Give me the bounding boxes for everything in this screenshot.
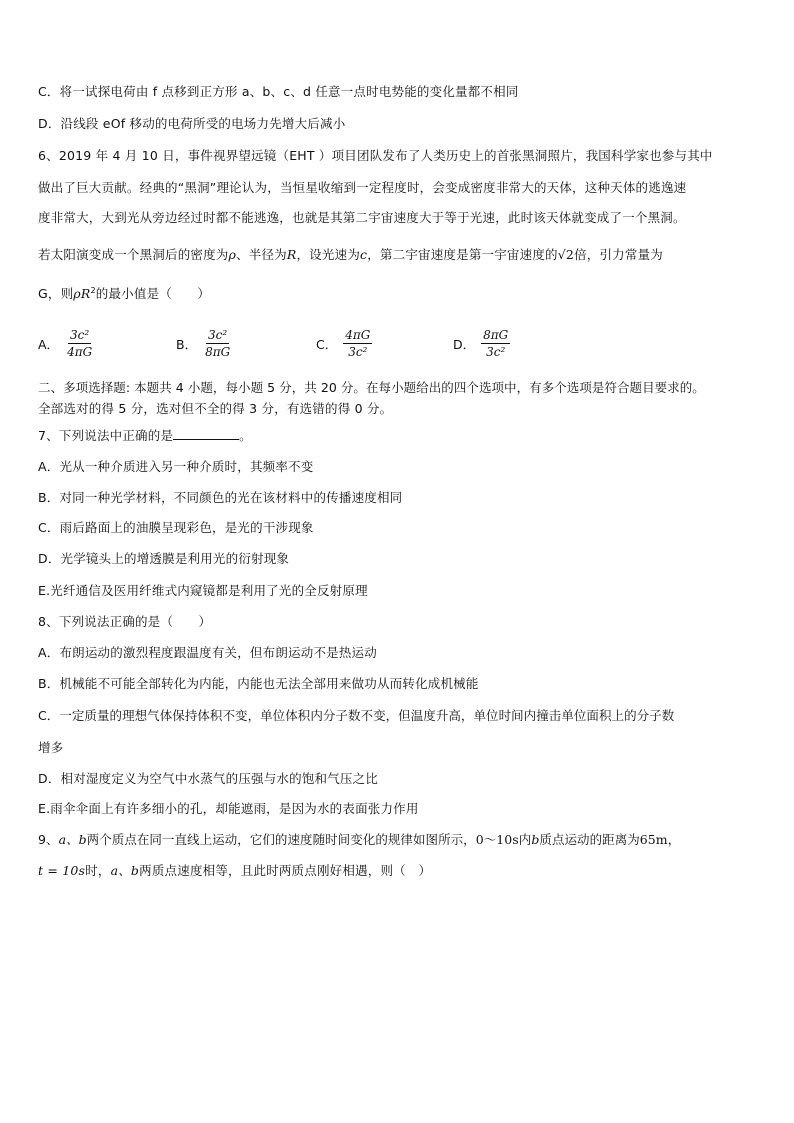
q9-number: 9、 [38,832,59,847]
question-6-line-1: 6、2019 年 4 月 10 日，事件视界望远镜（EHT ）项目团队发布了人类历史上的首张黑洞照片，我国科学家也参与其中 [38,148,713,163]
q9-time: t = 10s [38,863,86,878]
q7-text-end: 。 [239,428,252,443]
question-6-line-5 [38,286,210,302]
q6-option-d-label: D． [453,336,476,352]
q6-option-a-label: A． [38,336,60,352]
question-9-line-1 [38,832,680,848]
q6-text-c: ，设光速为 [296,247,361,262]
section-2-heading-line-1: 二、多项选择题: 本题共 4 小题，每小题 5 分，共 20 分。在每小题给出的四个选项中，有多个选项是符合题目要求的。 [38,380,705,395]
q9-distance: 65m [639,832,668,847]
q6-light-speed: c [360,247,368,262]
q9-text-f: 时， [85,863,111,878]
q6-exponent: 2 [90,285,96,295]
q9-text-e: ， [667,832,681,847]
question-6-line-2: 做出了巨大贡献。经典的“黑洞”理论认为，当恒星收缩到一定程度时，会变成密度非常大的天体，这种天体的逃逸速 [38,180,687,195]
question-7 [38,427,252,444]
q6-option-a [38,328,94,359]
q7-text: 7、下列说法中正确的是 [38,428,174,443]
question-6-line-4 [38,247,663,263]
q6-option-c-numerator: 4πG [345,328,371,342]
q6-option-b-denominator: 8πG [205,345,231,359]
q6-radius: R [286,247,297,262]
q6-text-b: 、半径为 [236,247,287,262]
q6-option-c [316,328,372,359]
section-2-heading-line-2: 全部选对的得 5 分，选对但不全的得 3 分，有选错的得 0 分。 [38,401,393,416]
q6-option-a-fraction [65,328,94,359]
q6-text-g: G，则 [38,286,74,301]
q6-option-c-fraction [343,328,372,359]
q9-text-c: 内 [518,832,532,847]
q6-option-b-fraction [203,328,232,359]
question-8: 8、下列说法正确的是（ ） [38,614,212,629]
q8-option-a: A．布朗运动的激烈程度跟温度有关，但布朗运动不是热运动 [38,645,377,660]
q9-text-g: 两质点速度相等，且此时两质点刚好相遇，则（ ） [139,863,432,878]
q6-text-e: 倍，引力常量为 [574,247,663,262]
q7-option-e: E.光纤通信及医用纤维式内窥镜都是利用了光的全反射原理 [38,583,368,598]
q8-option-e: E.雨伞伞面上有许多细小的孔，却能遮雨，是因为水的表面张力作用 [38,801,419,816]
q6-option-a-numerator: 3c² [70,328,90,342]
q6-option-b [176,328,232,359]
q8-option-c-line-1: C．一定质量的理想气体保持体积不变，单位体积内分子数不变，但温度升高，单位时间内撞击单位面积上的分子数 [38,708,675,723]
q7-option-d: D．光学镜头上的增透膜是利用光的衍射现象 [38,551,290,566]
option-c-previous: C．将一试探电荷由 f 点移到正方形 a、b、c、d 任意一点时电势能的变化量都不相同 [38,84,519,99]
q6-rho: ρ [228,247,237,262]
q6-text-a: 若太阳演变成一个黑洞后的密度为 [38,247,229,262]
q6-option-a-denominator: 4πG [67,345,93,359]
q6-text-d: ，第二宇宙速度是第一宇宙速度的 [367,247,558,262]
q7-option-b: B．对同一种光学材料，不同颜色的光在该材料中的传播速度相同 [38,490,403,505]
q7-answer-blank[interactable] [173,427,239,440]
q9-b-var: b [531,832,540,847]
q9-ab: a、b [58,832,87,847]
q6-sqrt2: √2 [557,247,575,262]
question-9-line-2 [38,863,431,879]
q6-option-b-label: B． [176,336,198,352]
q6-expression: ρR [73,286,91,301]
q9-text-b: 两个质点在同一直线上运动，它们的速度随时间变化的规律如图所示， [86,832,476,847]
q6-option-d [453,328,510,359]
q7-option-c: C．雨后路面上的油膜呈现彩色，是光的干涉现象 [38,520,314,535]
q9-time-range: 0～10s [475,832,519,847]
q6-option-d-fraction [481,328,510,359]
q6-option-c-label: C． [316,336,338,352]
q8-option-d: D．相对湿度定义为空气中水蒸气的压强与水的饱和气压之比 [38,771,379,786]
option-d-previous: D．沿线段 eOf 移动的电荷所受的电场力先增大后减小 [38,116,346,131]
q6-text-min: 的最小值是（ ） [95,286,211,301]
q6-option-d-denominator: 3c² [486,345,506,359]
q6-option-c-denominator: 3c² [348,345,368,359]
q9-text-d: 质点运动的距离为 [539,832,640,847]
q9-ab-2: a、b [110,863,140,878]
q8-option-b: B．机械能不可能全部转化为内能，内能也无法全部用来做功从而转化成机械能 [38,676,479,691]
question-6-line-3: 度非常大，大到光从旁边经过时都不能逃逸，也就是其第二宇宙速度大于等于光速，此时该天体就变成了一个黑洞。 [38,210,686,225]
q7-option-a: A．光从一种介质进入另一种介质时，其频率不变 [38,459,314,474]
q6-option-d-numerator: 8πG [483,328,509,342]
q6-option-b-numerator: 3c² [208,328,228,342]
q8-option-c-line-2: 增多 [38,740,64,755]
